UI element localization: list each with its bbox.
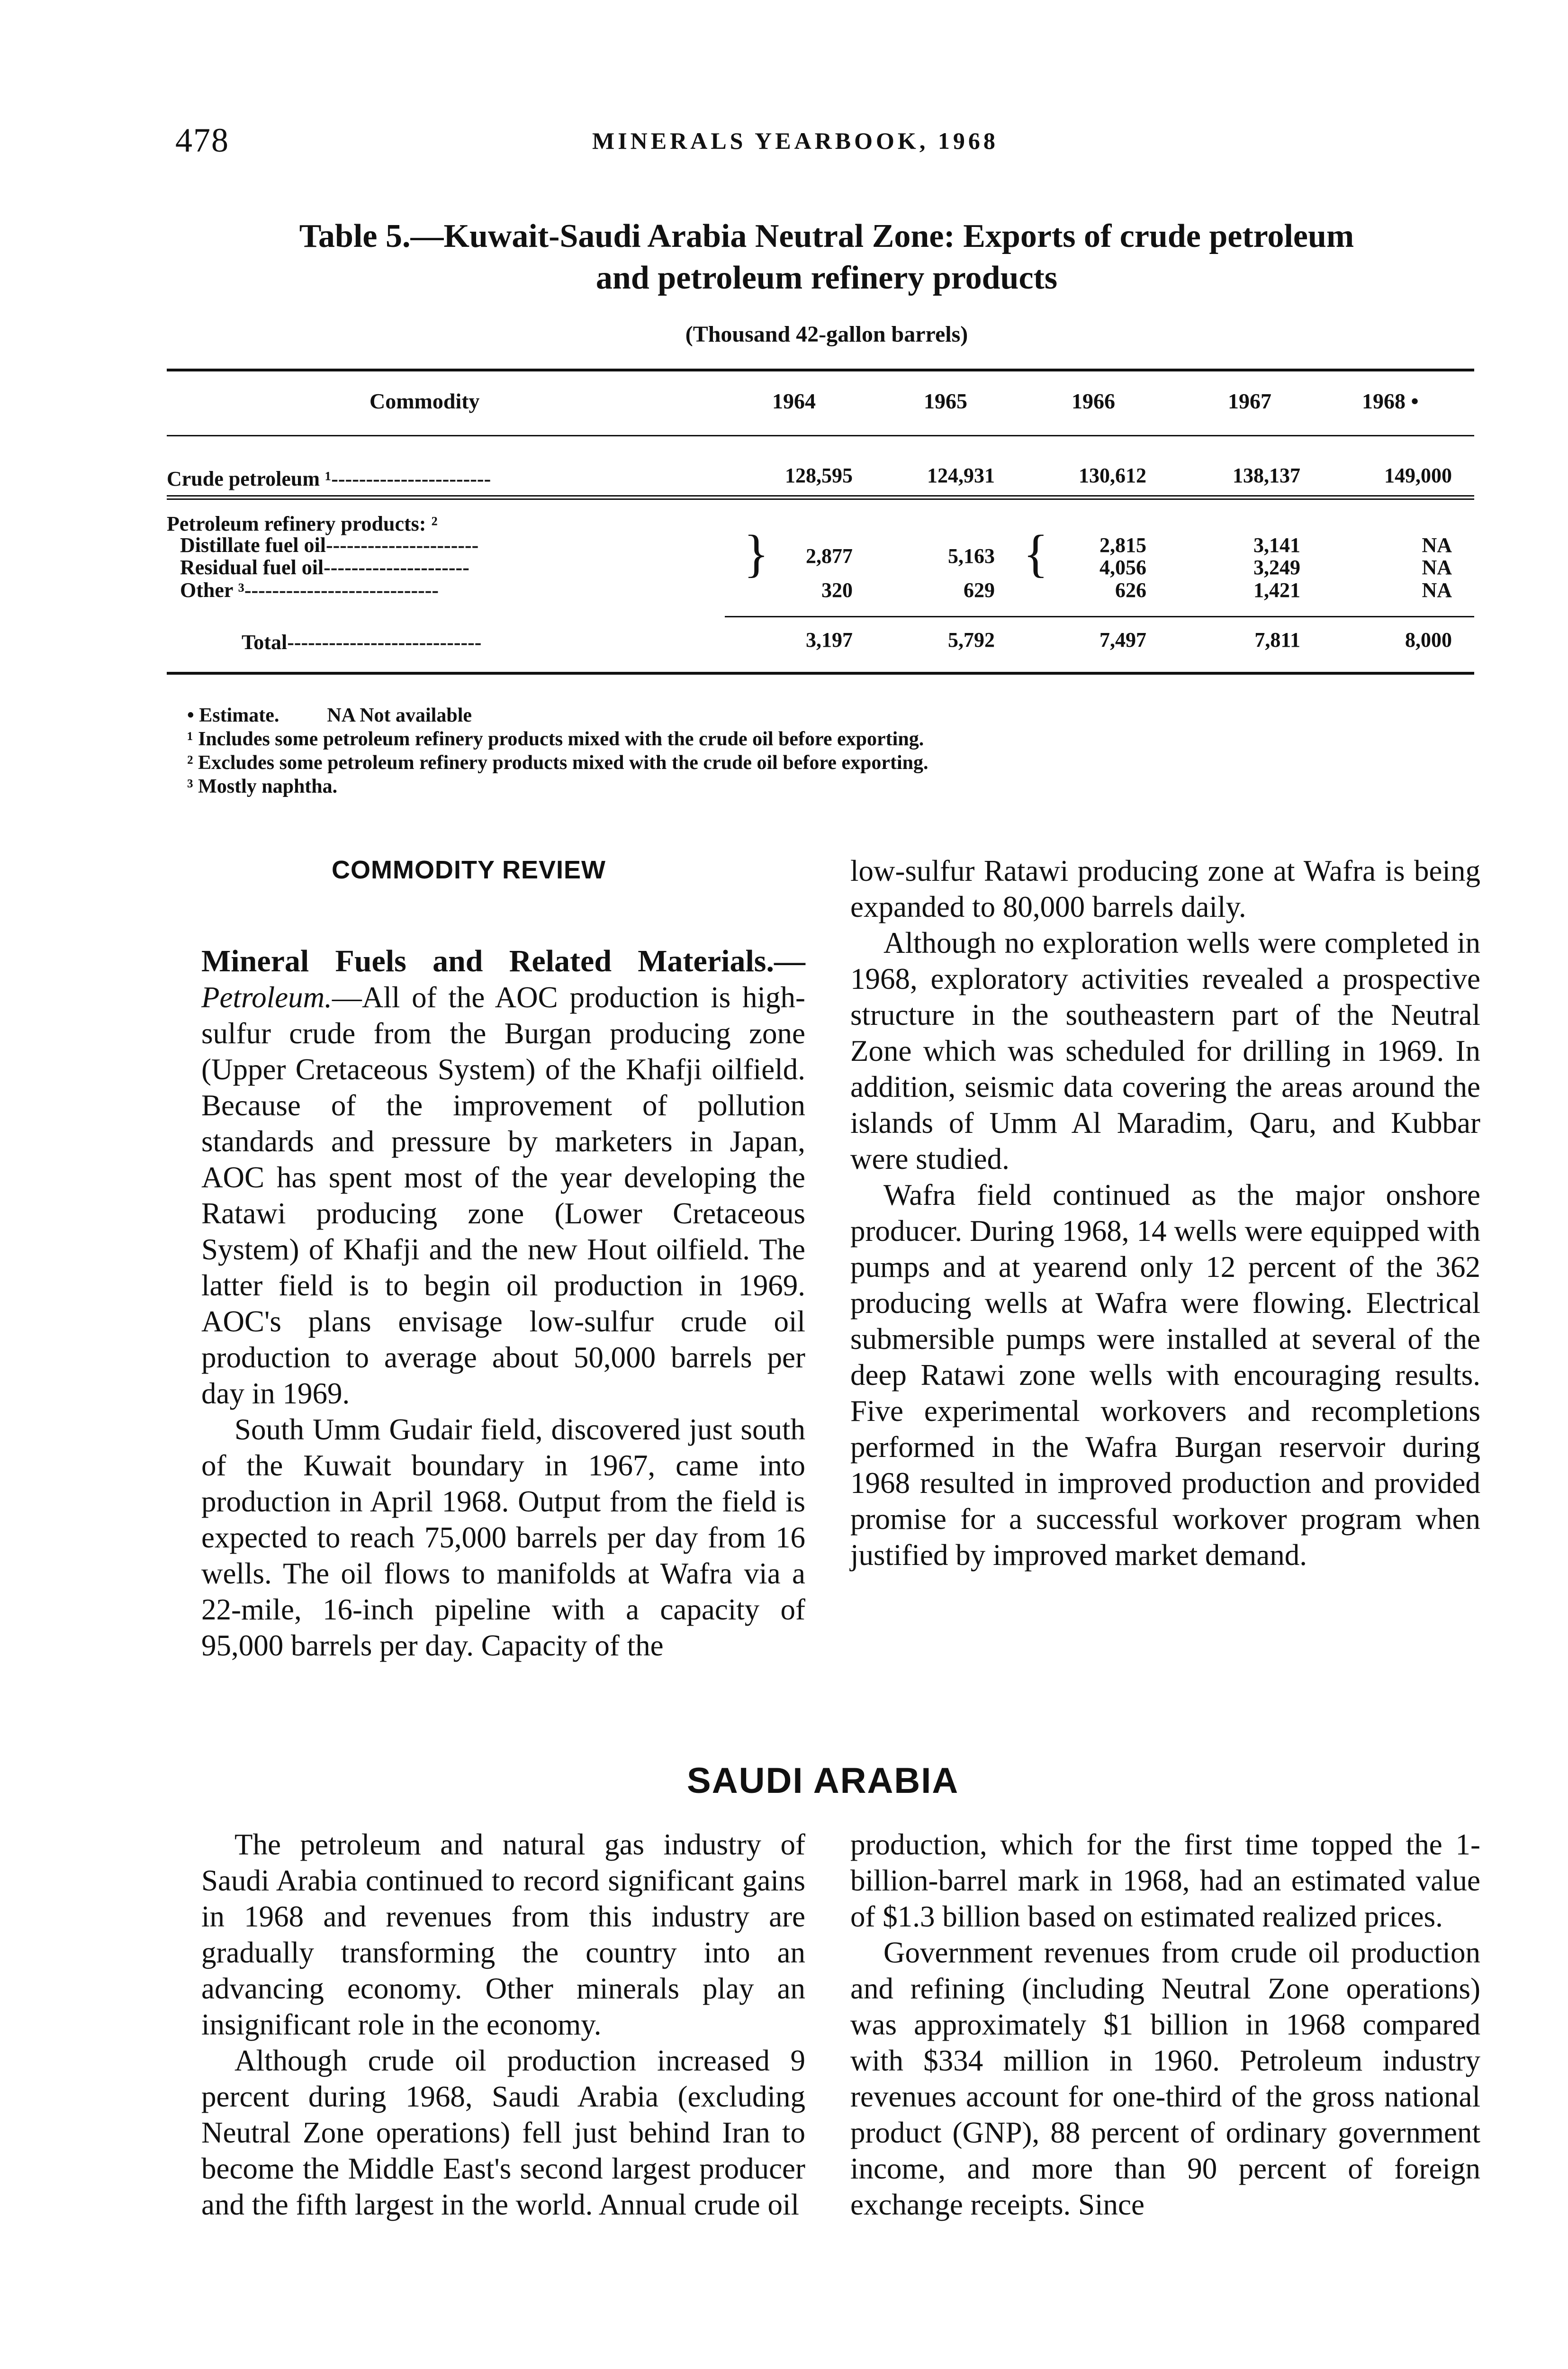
row-label-other-text: Other ³ bbox=[180, 579, 244, 602]
footnote-2: ² Excludes some petroleum refinery products mixed with the crude oil before exporting. bbox=[187, 752, 928, 774]
total-1968: 8,000 bbox=[1405, 628, 1452, 651]
row-label-residual bbox=[180, 555, 469, 579]
paragraph-production-continued: production, which for the first time topped the 1-billion-barrel mark in 1968, had an estimated value of $1.3 billion based on estimated realized prices. bbox=[850, 1828, 1480, 1933]
table-bottom-rule bbox=[167, 672, 1474, 675]
total-1964: 3,197 bbox=[806, 628, 853, 651]
paragraph-saudi-production: Although crude oil production increased 9 percent during 1968, Saudi Arabia (excluding Neutral Zone operations) fell just behind Iran to become the Middle East's second largest producer and the fifth largest in the world. Annual crude oil bbox=[201, 2044, 805, 2221]
other-1967: 1,421 bbox=[1253, 579, 1300, 602]
table-title-line-1: Table 5.—Kuwait-Saudi Arabia Neutral Zone: Exports of crude petroleum bbox=[299, 218, 1354, 254]
column-header-1964: 1964 bbox=[772, 389, 816, 413]
row-label-distillate-text: Distillate fuel oil bbox=[180, 533, 326, 557]
dot-leader: --------------------- bbox=[324, 556, 469, 579]
paragraph-saudi-intro: The petroleum and natural gas industry of Saudi Arabia continued to record significant gains in 1968 and revenues from this industry are gradually transforming the country into an advancing economy. Other minerals play an insignificant role in the economy. bbox=[201, 1828, 805, 2041]
dot-leader: ---------------------------- bbox=[244, 579, 439, 602]
paragraph-ratawi-continued: low-sulfur Ratawi producing zone at Wafra is being expanded to 80,000 barrels daily. bbox=[850, 854, 1480, 923]
subhead-mineral-fuels: Mineral Fuels and Related Materials.— bbox=[201, 944, 805, 978]
row-label-distillate bbox=[180, 533, 478, 557]
paragraph-government-revenues: Government revenues from crude oil production and refining (including Neutral Zone operations) was approximately $1 billion in 1968 compared with $334 million in 1960. Petroleum industry revenues account for one-third of the gross national product (GNP), 88 percent of ordinary government income, and more than 90 percent of foreign exchange receipts. Since bbox=[850, 1936, 1480, 2221]
paragraph-petroleum bbox=[201, 907, 805, 943]
column-header-1966: 1966 bbox=[1072, 389, 1115, 413]
crude-1965: 124,931 bbox=[927, 464, 995, 487]
combined-1965: 5,163 bbox=[948, 544, 995, 568]
other-1968: NA bbox=[1422, 579, 1452, 602]
table-top-rule bbox=[167, 369, 1474, 371]
subhead-petroleum: Petroleum. bbox=[201, 981, 332, 1014]
paragraph-wafra: Wafra field continued as the major onshore producer. During 1968, 14 wells were equipped with pumps and at yearend only 12 percent of the 362 producing wells at Wafra were flowing. Electrical submersible pumps were installed at several of the deep Ratawi zone wells with encouraging results. Five experimental workovers and recompletions performed in the Wafra Burgan reservoir during 1968 resulted in improved production and provided promise for a successful workover program when justified by improved market demand. bbox=[850, 1178, 1480, 1572]
bracket-brace-left: { bbox=[1023, 524, 1048, 582]
dot-leader: ---------------------------- bbox=[287, 631, 482, 654]
paragraph-umm-gudair: South Umm Gudair field, discovered just south of the Kuwait boundary in 1967, came into production in April 1968. Output from the field is expected to reach 75,000 barrels per day from 16 wells. The oil flows to manifolds at Wafra via a 22-mile, 16-inch pipeline with a capacity of 95,000 barrels per day. Capacity of the bbox=[201, 1413, 805, 1662]
row-label-crude-text: Crude petroleum ¹ bbox=[167, 467, 332, 490]
paragraph-petroleum-text: —All of the AOC production is high-sulfur crude from the Burgan producing zone (Upper Cretaceous System) of the Khafji oilfield. Because of the improvement of pollution standards and pressure by marketers in Japan, AOC has spent most of the year developing the Ratawi producing zone (Lower Cretaceous System) of Khafji and the new Hout oilfield. The latter field is to begin oil production in 1969. AOC's plans envisage low-sulfur crude oil production to average about 50,000 barrels per day in 1969. bbox=[201, 981, 805, 1410]
table-total-rule bbox=[725, 616, 1474, 617]
table-crude-rule bbox=[167, 495, 1474, 497]
combined-1964: 2,877 bbox=[806, 544, 853, 568]
column-header-1965: 1965 bbox=[924, 389, 967, 413]
row-label-crude bbox=[167, 467, 491, 491]
residual-1968: NA bbox=[1422, 556, 1452, 579]
table-title-line-2: and petroleum refinery products bbox=[595, 260, 1058, 296]
footnote-na: NA Not available bbox=[327, 705, 472, 726]
column-header-commodity: Commodity bbox=[369, 389, 480, 413]
dot-leader: ----------------------- bbox=[331, 467, 491, 490]
commodity-review-left-column bbox=[201, 907, 805, 1664]
table-unit: (Thousand 42-gallon barrels) bbox=[685, 322, 968, 347]
total-1966: 7,497 bbox=[1099, 628, 1146, 651]
page-number: 478 bbox=[175, 121, 229, 159]
saudi-arabia-left-column bbox=[201, 1826, 805, 2223]
crude-1964: 128,595 bbox=[785, 464, 853, 487]
saudi-arabia-right-column bbox=[850, 1826, 1480, 2223]
bracket-brace-right: } bbox=[744, 524, 769, 582]
commodity-review-heading: COMMODITY REVIEW bbox=[332, 856, 606, 884]
row-label-total-text: Total bbox=[242, 631, 288, 654]
column-header-1968: 1968 • bbox=[1362, 389, 1419, 413]
crude-1966: 130,612 bbox=[1079, 464, 1146, 487]
distillate-1967: 3,141 bbox=[1253, 533, 1300, 557]
other-1965: 629 bbox=[964, 579, 995, 602]
footnote-estimate: • Estimate. bbox=[187, 705, 279, 726]
other-1964: 320 bbox=[821, 579, 853, 602]
footnote-1: ¹ Includes some petroleum refinery products mixed with the crude oil before exporting. bbox=[187, 728, 924, 750]
row-label-refinery-products: Petroleum refinery products: ² bbox=[167, 512, 438, 535]
other-1966: 626 bbox=[1115, 579, 1146, 602]
table-header-rule bbox=[167, 435, 1474, 436]
saudi-arabia-heading: SAUDI ARABIA bbox=[687, 1761, 959, 1801]
table-title bbox=[265, 216, 1388, 299]
crude-1968: 149,000 bbox=[1384, 464, 1452, 487]
row-label-other bbox=[180, 578, 439, 602]
dot-leader: ---------------------- bbox=[325, 533, 479, 557]
commodity-review-right-column bbox=[850, 853, 1480, 1573]
footnote-3: ³ Mostly naphtha. bbox=[187, 776, 338, 797]
distillate-1968: NA bbox=[1422, 533, 1452, 557]
distillate-1966: 2,815 bbox=[1099, 533, 1146, 557]
table-crude-rule-2 bbox=[167, 498, 1474, 500]
residual-1966: 4,056 bbox=[1099, 556, 1146, 579]
row-label-total bbox=[242, 630, 481, 654]
total-1967: 7,811 bbox=[1254, 628, 1300, 651]
row-label-residual-text: Residual fuel oil bbox=[180, 556, 324, 579]
crude-1967: 138,137 bbox=[1233, 464, 1300, 487]
column-header-1967: 1967 bbox=[1228, 389, 1271, 413]
residual-1967: 3,249 bbox=[1253, 556, 1300, 579]
table-footnotes bbox=[187, 704, 928, 798]
running-title: MINERALS YEARBOOK, 1968 bbox=[592, 127, 999, 154]
footnote-estimate-line bbox=[187, 704, 928, 727]
total-1965: 5,792 bbox=[948, 628, 995, 651]
paragraph-exploration: Although no exploration wells were completed in 1968, exploratory activities revealed a prospective structure in the southeastern part of the Neutral Zone which was scheduled for drilling in 1969. In addition, seismic data covering the areas around the islands of Umm Al Maradim, Qaru, and Kubbar were studied. bbox=[850, 926, 1480, 1175]
